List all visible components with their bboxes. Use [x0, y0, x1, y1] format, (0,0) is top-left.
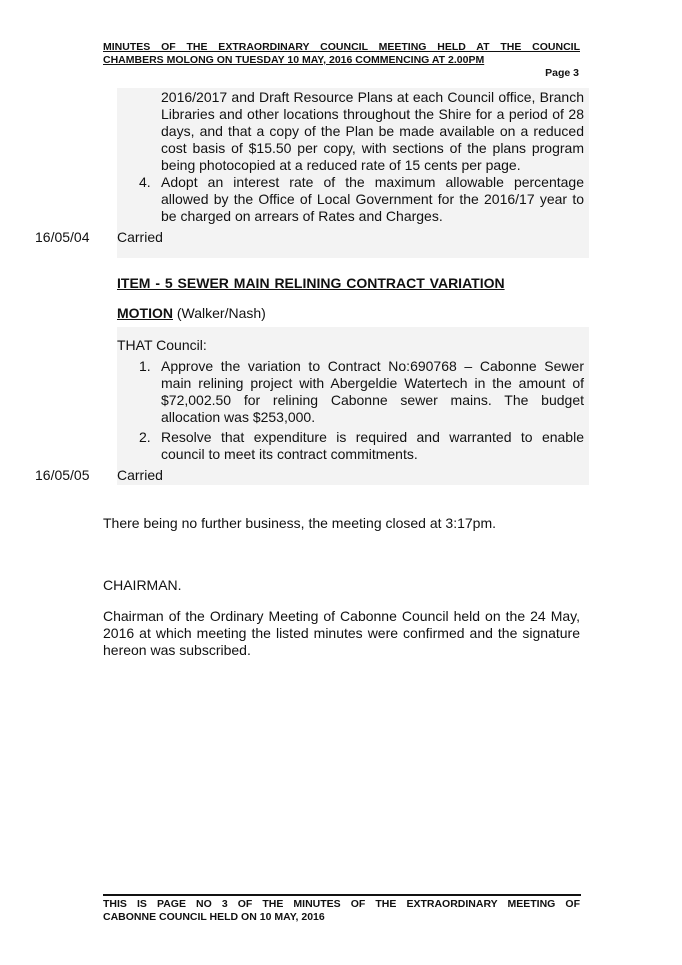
previous-point-4-text: Adopt an interest rate of the maximum allowable percentage allowed by the Office of Local Government for the 2016/17 year to be charged on arrears of Rates and Charges. — [161, 174, 584, 224]
item-5-point-1-number: 1. — [139, 358, 151, 374]
that-council: THAT Council: — [117, 337, 207, 353]
previous-motion-continued-text: 2016/2017 and Draft Resource Plans at each Council office, Branch Libraries and other locations throughout the Shire for a period of 28 days, and that a copy of the Plan be made available on a reduced cost basis of $15.50 per copy, with sections of the plans program being photocopied at a reduced rate of 15 cents per page. — [161, 89, 584, 173]
motion-label: MOTION — [117, 305, 173, 321]
footer-divider — [103, 894, 581, 896]
meeting-closed-text: There being no further business, the meeting closed at 3:17pm. — [103, 515, 497, 531]
item-5-title: ITEM - 5 SEWER MAIN RELINING CONTRACT VARIATION — [117, 275, 505, 291]
previous-point-4-number: 4. — [139, 174, 151, 190]
header-line-2: CHAMBERS MOLONG ON TUESDAY 10 MAY, 2016 COMMENCING AT 2.00PM — [103, 54, 485, 66]
minute-number-16-05-04: 16/05/04 — [35, 229, 90, 245]
confirmation-text: Chairman of the Ordinary Meeting of Cabonne Council held on the 24 May, 2016 at which meeting the listed minutes were confirmed and the signature hereon was subscribed. — [103, 608, 580, 658]
previous-result: Carried — [117, 229, 163, 245]
page-number: Page 3 — [545, 67, 579, 79]
footer-line-1: THIS IS PAGE NO 3 OF THE MINUTES OF THE EXTRAORDINARY MEETING OF — [103, 898, 580, 910]
motion-movers: (Walker/Nash) — [173, 305, 266, 321]
item-5-result: Carried — [117, 467, 163, 483]
item-5-point-2-text: Resolve that expenditure is required and warranted to enable council to meet its contract commitments. — [161, 429, 584, 462]
page-header — [103, 41, 580, 67]
item-5-point-1-text: Approve the variation to Contract No:690768 – Cabonne Sewer main relining project with Abergeldie Watertech in the amount of $72,002.50 for relining Cabonne sewer mains. The budget allocation was $253,000. — [161, 358, 584, 425]
page-footer — [103, 898, 580, 924]
header-line-1: MINUTES OF THE EXTRAORDINARY COUNCIL MEETING HELD AT THE COUNCIL — [103, 41, 580, 53]
chairman-label: CHAIRMAN. — [103, 577, 182, 593]
minute-number-16-05-05: 16/05/05 — [35, 467, 90, 483]
footer-line-2: CABONNE COUNCIL HELD ON 10 MAY, 2016 — [103, 911, 325, 923]
item-5-motion — [117, 305, 266, 321]
item-5-point-2-number: 2. — [139, 429, 151, 445]
